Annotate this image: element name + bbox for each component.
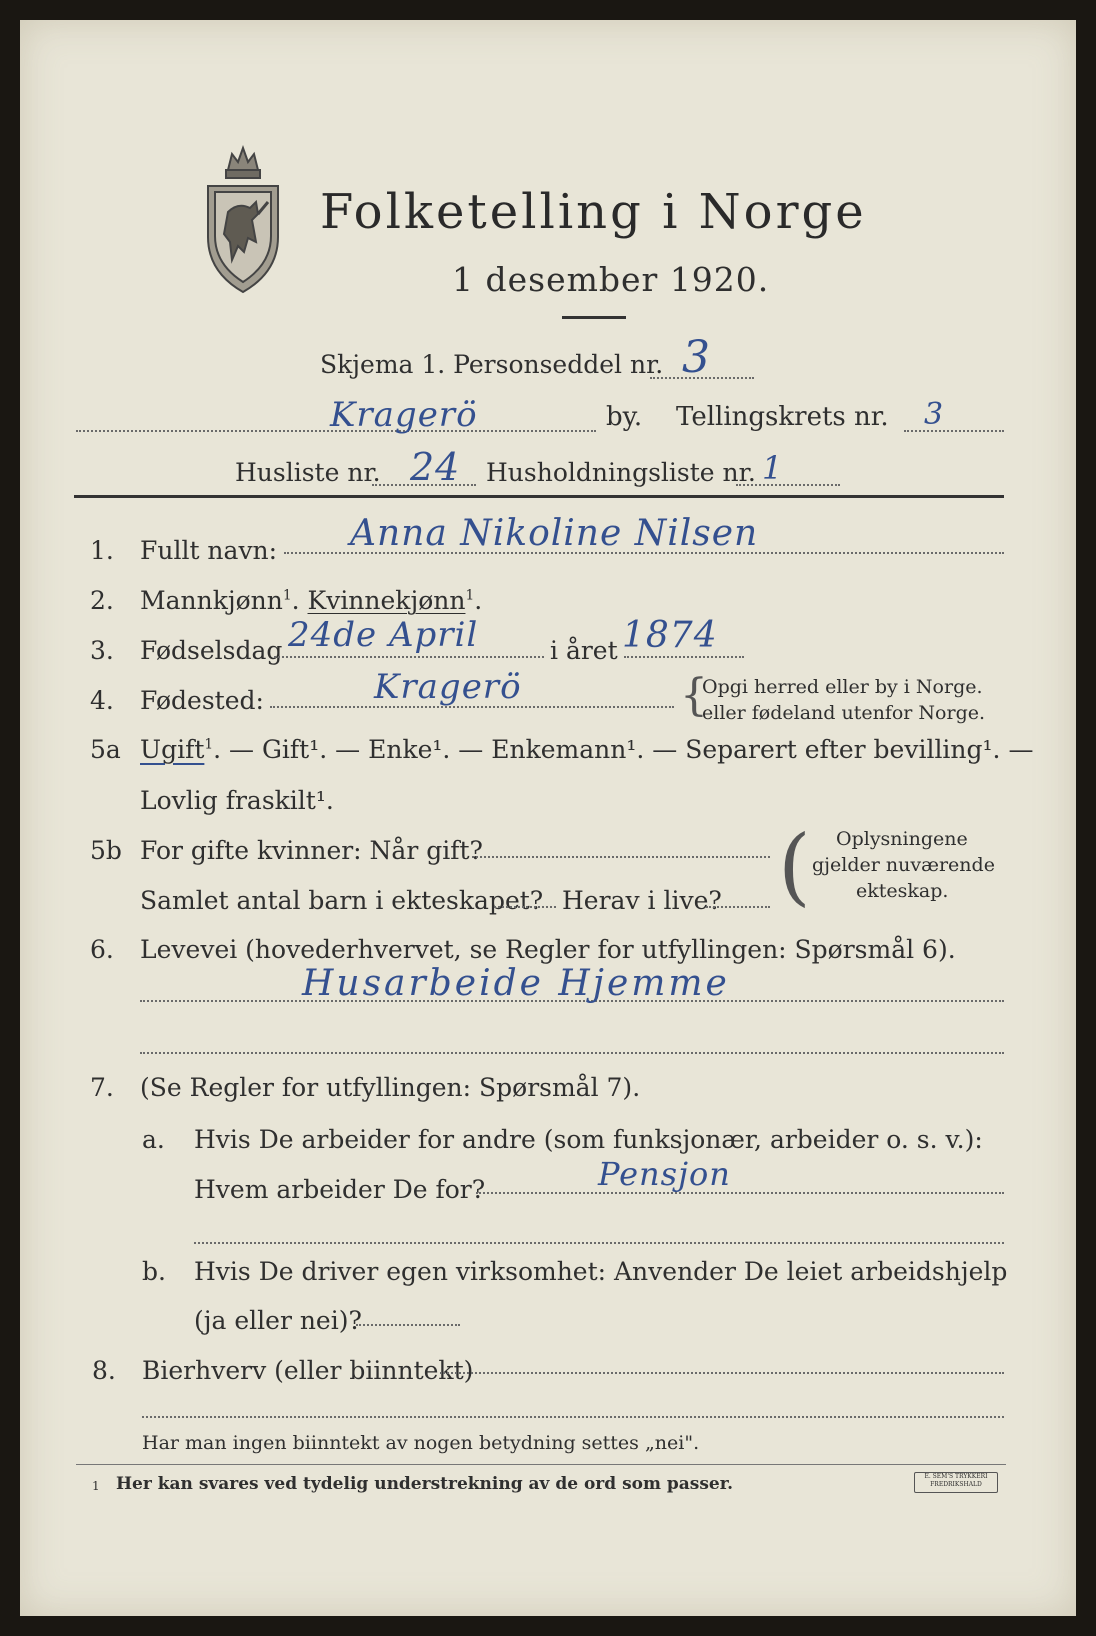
tellingskrets-nr: 3 [924,397,945,432]
q1-number: 1. [90,536,114,565]
q5a-line2: Lovlig fraskilt¹. [140,786,334,815]
q7b-letter: b. [142,1257,166,1286]
q5a-number: 5a [90,735,121,764]
birthday-value: 24de April [288,615,479,655]
husholdningsliste-nr: 1 [762,449,784,487]
printer-stamp-line2: FREDRIKSHALD [930,1481,982,1488]
q7b-line [356,1324,460,1326]
q3-line [274,656,544,658]
title-divider [562,316,626,319]
footer-note: Har man ingen biinntekt av nogen betydning settes „nei". [142,1432,700,1454]
husholdningsliste-line [736,484,840,486]
q5b-number: 5b [90,836,122,865]
tellingskrets-label: Tellingskrets nr. [676,402,889,432]
q7b-text: Hvis De driver egen virksomhet: Anvender De leiet arbeidshjelp [194,1257,1008,1286]
q7a-letter: a. [142,1125,165,1154]
q7a-line [476,1192,1004,1194]
q5b-note-1: Oplysningene [836,828,968,850]
census-date: 1 desember 1920. [452,260,770,299]
husliste-nr: 24 [410,445,461,489]
q8-line [440,1372,1004,1374]
q4-number: 4. [90,686,114,715]
birth-year-value: 1874 [622,615,718,656]
schema-nr: 3 [682,332,711,383]
female-sep: . [474,586,483,615]
q5b-line3 [706,906,770,908]
q5b-line [472,856,770,858]
male-option: Mannkjønn [140,586,283,615]
q5b-label: For gifte kvinner: Når gift? [140,836,483,865]
city-value: Kragerö [330,395,478,435]
q6-number: 6. [90,935,114,964]
q4-brace: { [680,670,708,721]
full-name-value: Anna Nikoline Nilsen [350,513,759,554]
husholdningsliste-label: Husholdningsliste nr. [486,458,756,487]
q8-label: Bierhverv (eller biinntekt) [142,1356,474,1385]
by-label: by. [606,402,643,432]
q7a-line2 [194,1242,1004,1244]
footnote-rule [76,1464,1006,1465]
q8-number: 8. [92,1356,116,1385]
male-sup: 1 [282,587,292,604]
q7-label: (Se Regler for utfyllingen: Spørsmål 7). [140,1073,641,1102]
form-title: Folketelling i Norge [320,184,867,240]
unmarried-option-underlined: Ugift [140,735,205,764]
schema-label: Skjema 1. Personseddel nr. [320,350,664,379]
occupation-value: Husarbeide Hjemme [302,963,730,1004]
employer-value: Pensjon [598,1155,731,1193]
male-sep: . [291,586,300,615]
female-option-underlined: Kvinnekjønn [307,586,466,615]
q1-label: Fullt navn: [140,536,278,565]
q2-number: 2. [90,586,114,615]
q4-label: Fødested: [140,686,264,715]
marital-options: . — Gift¹. — Enke¹. — Enkemann¹. — Separert efter bevilling¹. — [213,735,1034,764]
q7-number: 7. [90,1073,114,1102]
q6-line2 [140,1052,1004,1054]
q4-note-2: eller fødeland utenfor Norge. [702,702,986,724]
q5b-note-3: ekteskap. [856,880,949,902]
year-line [624,656,744,658]
q4-note-1: Opgi herred eller by i Norge. [702,676,983,698]
birthplace-value: Kragerö [374,667,522,707]
printer-stamp [914,1472,998,1493]
tellingskrets-line [904,430,1004,432]
q6-label: Levevei (hovederhvervet, se Regler for utfyllingen: Spørsmål 6). [140,935,956,964]
q2-options [140,588,482,613]
header-rule [74,495,1004,498]
coat-of-arms-icon [198,142,288,297]
q5b-line2 [494,906,556,908]
footnote-text: Her kan svares ved tydelig understrekning av de ord som passer. [116,1474,734,1494]
ugift-sup: 1 [204,736,214,753]
q5b-note-2: gjelder nuværende [812,854,995,876]
q5b-label2: Samlet antal barn i ekteskapet? [140,886,544,915]
q5b-brace: ( [778,817,811,915]
female-sup: 1 [465,587,475,604]
husliste-label: Husliste nr. [235,458,381,487]
q8-line2 [142,1416,1004,1418]
year-label: i året [550,636,618,665]
q7a-text: Hvis De arbeider for andre (som funksjonær, arbeider o. s. v.): [194,1125,983,1154]
q3-number: 3. [90,636,114,665]
census-form [20,20,1076,1616]
q5b-label3: Herav i live? [562,886,722,915]
footnote-number: 1 [92,1479,100,1493]
q3-label: Fødselsdag [140,636,283,665]
q5a-options [140,737,1033,762]
q7b-text2: (ja eller nei)? [194,1306,362,1335]
q7a-text2: Hvem arbeider De for? [194,1175,486,1204]
printer-stamp-line1: E. SEM'S TRYKKERI [924,1473,988,1480]
